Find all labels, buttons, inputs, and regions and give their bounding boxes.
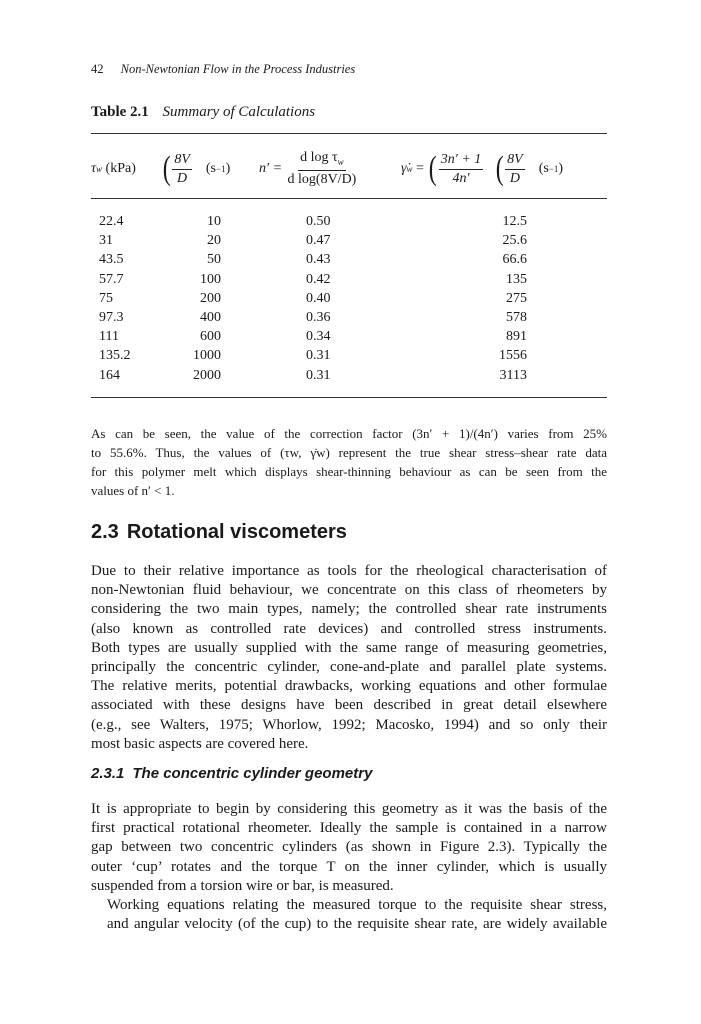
cell-tau-w: 75	[99, 290, 113, 306]
cell-gamma-w: 1556	[499, 348, 527, 364]
header-8v-over-d: ( $\frac{8V}{D}$ (s −1 )	[162, 150, 231, 187]
table-row	[91, 233, 607, 252]
text-line: Due to their relative importance as tools for the rheological characterisation of	[91, 563, 607, 579]
cell-tau-w: 22.4	[99, 214, 124, 229]
cell-tau-w: 97.3	[99, 309, 124, 325]
section-paragraph	[91, 562, 607, 754]
text-line: values of n′ < 1.	[91, 483, 175, 498]
cell-8v-over-d: 50	[207, 252, 221, 268]
cell-n-prime: 0.42	[306, 271, 331, 287]
cell-gamma-w: 12.5	[502, 214, 527, 229]
text-line: (e.g., see Walters, 1975; Whorlow, 1992; Macosko, 1994) and so only their	[91, 716, 607, 733]
cell-8v-over-d: 1000	[193, 348, 221, 364]
text-line: considering the two main types, namely; the controlled shear rate instruments	[91, 601, 607, 618]
final-paragraph	[91, 896, 607, 934]
cell-tau-w: 43.5	[99, 252, 124, 268]
header-n-prime: n′ = $\frac{d \log \tau_w}{\text{d log(8V/D)}}$	[259, 149, 357, 188]
table-row	[91, 252, 607, 271]
text-line: The relative merits, potential drawbacks, working equations and other formulae	[91, 678, 607, 695]
subsection-paragraph	[91, 800, 607, 896]
cell-n-prime: 0.31	[306, 348, 331, 364]
text-line: As can be seen, the value of the correction factor (3n′ + 1)/(4n′) varies from 25%	[91, 426, 607, 441]
cell-tau-w: 111	[99, 329, 119, 345]
text-line: gap between two concentric cylinders (as shown in Figure 2.3). Typically the	[91, 839, 607, 856]
cell-n-prime: 0.47	[306, 233, 331, 249]
text-line: for this polymer melt which displays shear-thinning behaviour as can be seen from the	[91, 464, 607, 479]
cell-8v-over-d: 200	[200, 290, 221, 306]
table-row	[91, 272, 607, 291]
page-header	[91, 62, 355, 77]
table-row	[91, 348, 607, 367]
subsection-heading: 2.3.1 The concentric cylinder geometry	[91, 765, 373, 782]
cell-gamma-w: 3113	[499, 367, 527, 383]
cell-8v-over-d: 400	[200, 309, 221, 325]
header-tau-w: τ w (kPa)	[91, 161, 136, 176]
text-line: associated with these designs have been described in great detail elsewhere	[91, 697, 607, 714]
cell-n-prime: 0.40	[306, 290, 331, 306]
table-row	[91, 329, 607, 348]
cell-n-prime: 0.43	[306, 252, 331, 268]
running-title: Non-Newtonian Flow in the Process Industries	[120, 62, 356, 76]
table-body	[91, 214, 607, 387]
table-row	[91, 368, 607, 387]
cell-gamma-w: 25.6	[502, 233, 527, 249]
text-line: It is appropriate to begin by considering this geometry as it was the basis of the	[91, 801, 607, 817]
section-heading: 2.3 Rotational viscometers	[91, 521, 347, 543]
cell-8v-over-d: 20	[207, 233, 221, 249]
text-line: to 55.6%. Thus, the values of (τw, γ̇w) represent the true shear stress–shear rate data	[91, 445, 607, 460]
cell-gamma-w: 275	[506, 290, 527, 306]
table-top-rule	[91, 133, 607, 134]
table-bottom-rule	[91, 397, 607, 398]
cell-8v-over-d: 100	[200, 271, 221, 287]
text-line: principally the concentric cylinder, cone-and-plate and parallel plate systems.	[91, 659, 607, 676]
cell-gamma-w: 578	[506, 309, 527, 325]
table-row	[91, 291, 607, 310]
cell-tau-w: 57.7	[99, 271, 124, 287]
cell-tau-w: 135.2	[99, 348, 131, 364]
text-line: first practical rotational rheometer. Ideally the sample is contained in a narrow	[91, 820, 607, 837]
table-note-paragraph	[91, 424, 607, 500]
table-row	[91, 310, 607, 329]
header-gamma-w: γ̇ w = ( $\frac{3n' + 1}{4n'}$ ( $\frac{8V}{D}$ (s −1 )	[401, 150, 564, 187]
text-line: suspended from a torsion wire or bar, is measured.	[91, 877, 394, 894]
text-line: Both types are usually supplied with the same range of measuring geometries,	[91, 639, 607, 656]
text-line: outer ‘cup’ rotates and the torque T on the inner cylinder, which is usually	[91, 858, 607, 875]
cell-8v-over-d: 2000	[193, 367, 221, 383]
cell-gamma-w: 66.6	[502, 252, 527, 268]
cell-n-prime: 0.31	[306, 367, 331, 383]
table-title: Summary of Calculations	[162, 104, 316, 120]
cell-n-prime: 0.36	[306, 309, 331, 325]
cell-8v-over-d: 10	[207, 214, 221, 229]
cell-gamma-w: 135	[506, 271, 527, 287]
table-row	[91, 214, 607, 233]
cell-gamma-w: 891	[506, 329, 527, 345]
table-label: Table 2.1	[91, 104, 149, 120]
table-header	[91, 146, 607, 192]
text-line: (also known as controlled rate devices) and controlled stress instruments.	[91, 620, 607, 637]
cell-tau-w: 164	[99, 367, 120, 383]
cell-n-prime: 0.34	[306, 329, 331, 345]
text-line: Working equations relating the measured torque to the requisite shear stress,	[107, 897, 607, 913]
page-number: 42	[91, 62, 104, 76]
cell-tau-w: 31	[99, 233, 113, 249]
table-header-rule	[91, 198, 607, 199]
cell-n-prime: 0.50	[306, 214, 331, 229]
cell-8v-over-d: 600	[200, 329, 221, 345]
text-line: most basic aspects are covered here.	[91, 735, 309, 752]
table-caption	[91, 104, 315, 121]
text-line: non-Newtonian fluid behaviour, we concentrate on this class of rheometers by	[91, 582, 607, 599]
text-line: and angular velocity (of the cup) to the requisite shear rate, are widely available	[107, 916, 607, 933]
